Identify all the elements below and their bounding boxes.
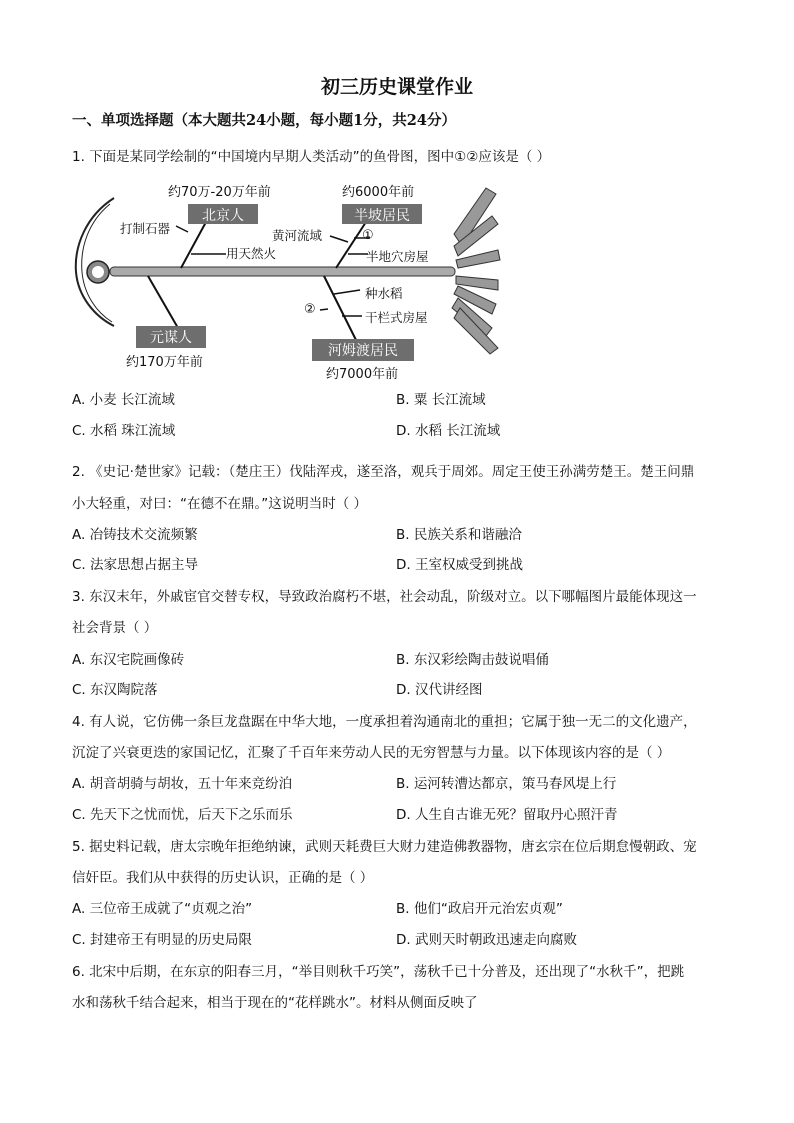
label-yuanmou: 元谋人: [150, 330, 192, 346]
label-rice: 种水稻: [365, 286, 403, 301]
section-heading: 一、单项选择题（本大题共24小题，每小题1分，共24分）: [72, 112, 456, 129]
fish-tail: [452, 188, 500, 354]
label-semi-pit-house: 半地穴房屋: [366, 249, 429, 264]
q1-option-d[interactable]: D. 水稻 长江流域: [396, 423, 501, 439]
q2-option-c[interactable]: C. 法家思想占据主导: [72, 557, 199, 573]
q3-option-a[interactable]: A. 东汉宅院画像砖: [72, 652, 185, 668]
label-stilt-house: 干栏式房屋: [365, 310, 428, 325]
label-beijing-date: 约70万-20万年前: [168, 185, 271, 200]
q3-option-b[interactable]: B. 东汉彩绘陶击鼓说唱俑: [396, 652, 549, 668]
question-5-stem-line-2: 信奸臣。我们从中获得的历史认识，正确的是（ ）: [72, 870, 374, 886]
label-yellow-river: 黄河流域: [272, 228, 323, 243]
q3-option-d[interactable]: D. 汉代讲经图: [396, 682, 483, 698]
label-marker-1: ①: [362, 228, 374, 243]
question-6-stem-line-2: 水和荡秋千结合起来，相当于现在的“花样跳水”。材料从侧面反映了: [72, 995, 478, 1011]
question-3-stem-line-1: 3. 东汉末年，外戚宦官交替专权，导致政治腐朽不堪，社会动乱，阶级对立。以下哪幅图片最能体现这一: [72, 589, 697, 605]
fish-spine: [110, 267, 455, 276]
q1-option-c[interactable]: C. 水稻 珠江流域: [72, 423, 176, 439]
question-3-stem-line-2: 社会背景（ ）: [72, 620, 158, 636]
label-banpo-date: 约6000年前: [342, 185, 415, 200]
q4-option-b[interactable]: B. 运河转漕达都京，策马春风堤上行: [396, 776, 617, 792]
bone-yuanmou: [148, 276, 178, 328]
q2-option-b[interactable]: B. 民族关系和谐融洽: [396, 527, 522, 543]
q2-option-d[interactable]: D. 王室权威受到挑战: [396, 557, 523, 573]
q4-option-d[interactable]: D. 人生自古谁无死？留取丹心照汗青: [396, 807, 618, 823]
q3-option-c[interactable]: C. 东汉陶院落: [72, 682, 158, 698]
bone-beijing: [181, 222, 206, 268]
q5-option-b[interactable]: B. 他们“政启开元治宏贞观”: [396, 901, 563, 917]
q4-option-c[interactable]: C. 先天下之忧而忧，后天下之乐而乐: [72, 807, 293, 823]
label-banpo: 半坡居民: [354, 208, 410, 224]
question-2-stem-line-1: 2. 《史记·楚世家》记载：（楚庄王）伐陆浑戎，遂至洛，观兵于周郊。周定王使王孙满劳楚王。楚王问鼎: [72, 464, 695, 480]
question-6-stem-line-1: 6. 北宋中后期，在东京的阳春三月，“举目则秋千巧笑”，荡秋千已十分普及，还出现了“水秋千”，把跳: [72, 964, 685, 980]
question-2-stem-line-2: 小大轻重，对曰：“在德不在鼎。”这说明当时（ ）: [72, 496, 368, 512]
q5-option-a[interactable]: A. 三位帝王成就了“贞观之治”: [72, 901, 253, 917]
label-marker-2: ②: [304, 302, 316, 317]
q5-option-d[interactable]: D. 武则天时朝政迅速走向腐败: [396, 932, 577, 948]
label-fire: 用天然火: [226, 246, 277, 261]
label-yuanmou-date: 约170万年前: [126, 355, 203, 370]
q2-option-a[interactable]: A. 冶铸技术交流频繁: [72, 527, 198, 543]
page-title: 初三历史课堂作业: [320, 76, 473, 98]
question-4-stem-line-1: 4. 有人说，它仿佛一条巨龙盘踞在中华大地，一度承担着沟通南北的重担；它属于独一无二的文化遗产，: [72, 714, 697, 730]
question-5-stem-line-1: 5. 据史料记载，唐太宗晚年拒绝纳谏，武则天耗费巨大财力建造佛教器物，唐玄宗在位后期怠慢朝政、宠: [72, 839, 697, 855]
bone-hemudu: [324, 276, 356, 340]
q1-option-b[interactable]: B. 粟 长江流域: [396, 392, 486, 408]
q5-option-c[interactable]: C. 封建帝王有明显的历史局限: [72, 932, 253, 948]
question-1-stem: 1. 下面是某同学绘制的“中国境内早期人类活动”的鱼骨图，图中①②应该是（ ）: [72, 149, 551, 165]
label-beijing: 北京人: [202, 208, 244, 224]
q4-option-a[interactable]: A. 胡音胡骑与胡妆，五十年来竞纷泊: [72, 776, 293, 792]
q1-option-a[interactable]: A. 小麦 长江流域: [72, 392, 175, 408]
question-4-stem-line-2: 沉淀了兴衰更迭的家国记忆，汇聚了千百年来劳动人民的无穷智慧与力量。以下体现该内容的是（ ）: [72, 745, 671, 761]
fish-eye-pupil: [92, 266, 104, 278]
label-stone-tools: 打制石器: [120, 221, 171, 236]
label-hemudu-date: 约7000年前: [326, 367, 399, 382]
label-hemudu: 河姆渡居民: [328, 343, 398, 359]
